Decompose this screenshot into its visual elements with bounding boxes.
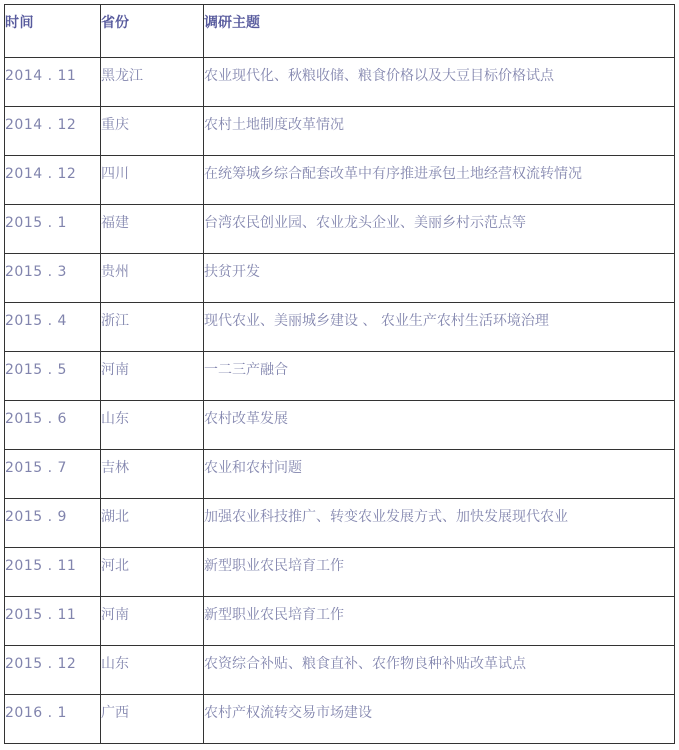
- cell-topic: 扶贫开发: [204, 254, 675, 303]
- cell-province: 河南: [101, 352, 204, 401]
- cell-date: 2015 . 5: [5, 352, 101, 401]
- cell-date: 2015 . 4: [5, 303, 101, 352]
- table-row: [5, 156, 675, 205]
- cell-date: 2015 . 11: [5, 597, 101, 646]
- cell-province: 四川: [101, 156, 204, 205]
- cell-date: 2015 . 6: [5, 401, 101, 450]
- cell-topic: 台湾农民创业园、农业龙头企业、美丽乡村示范点等: [204, 205, 675, 254]
- cell-date: 2014 . 12: [5, 107, 101, 156]
- cell-topic: 新型职业农民培育工作: [204, 548, 675, 597]
- cell-date: 2015 . 11: [5, 548, 101, 597]
- table-row: [5, 303, 675, 352]
- cell-province: 山东: [101, 646, 204, 695]
- table-row: [5, 401, 675, 450]
- cell-province: 吉林: [101, 450, 204, 499]
- header-cell-topic: 调研主题: [204, 5, 675, 58]
- cell-topic: 农村产权流转交易市场建设: [204, 695, 675, 744]
- table-row: [5, 205, 675, 254]
- table-row: [5, 597, 675, 646]
- cell-date: 2014 . 12: [5, 156, 101, 205]
- cell-topic: 加强农业科技推广、转变农业发展方式、加快发展现代农业: [204, 499, 675, 548]
- cell-topic: 农业现代化、秋粮收储、粮食价格以及大豆目标价格试点: [204, 58, 675, 107]
- table-row: [5, 352, 675, 401]
- cell-province: 重庆: [101, 107, 204, 156]
- cell-topic: 在统筹城乡综合配套改革中有序推进承包土地经营权流转情况: [204, 156, 675, 205]
- cell-date: 2015 . 12: [5, 646, 101, 695]
- cell-date: 2014 . 11: [5, 58, 101, 107]
- cell-date: 2015 . 3: [5, 254, 101, 303]
- cell-topic: 一二三产融合: [204, 352, 675, 401]
- cell-topic: 农村改革发展: [204, 401, 675, 450]
- table-row: [5, 646, 675, 695]
- cell-date: 2016 . 1: [5, 695, 101, 744]
- table-header-row: [5, 5, 675, 58]
- cell-province: 黑龙江: [101, 58, 204, 107]
- cell-province: 湖北: [101, 499, 204, 548]
- cell-province: 山东: [101, 401, 204, 450]
- cell-date: 2015 . 7: [5, 450, 101, 499]
- cell-province: 福建: [101, 205, 204, 254]
- table-row: [5, 499, 675, 548]
- table-row: [5, 548, 675, 597]
- cell-province: 广西: [101, 695, 204, 744]
- table-row: [5, 695, 675, 744]
- cell-date: 2015 . 9: [5, 499, 101, 548]
- cell-date: 2015 . 1: [5, 205, 101, 254]
- header-cell-time: 时间: [5, 5, 101, 58]
- table-row: [5, 58, 675, 107]
- table-row: [5, 254, 675, 303]
- table-row: [5, 450, 675, 499]
- cell-province: 贵州: [101, 254, 204, 303]
- cell-topic: 农资综合补贴、粮食直补、农作物良种补贴改革试点: [204, 646, 675, 695]
- cell-topic: 新型职业农民培育工作: [204, 597, 675, 646]
- table-row: [5, 107, 675, 156]
- cell-topic: 农村土地制度改革情况: [204, 107, 675, 156]
- cell-province: 河北: [101, 548, 204, 597]
- survey-table: [4, 4, 675, 744]
- cell-topic: 现代农业、美丽城乡建设 、 农业生产农村生活环境治理: [204, 303, 675, 352]
- cell-province: 河南: [101, 597, 204, 646]
- cell-province: 浙江: [101, 303, 204, 352]
- cell-topic: 农业和农村问题: [204, 450, 675, 499]
- header-cell-province: 省份: [101, 5, 204, 58]
